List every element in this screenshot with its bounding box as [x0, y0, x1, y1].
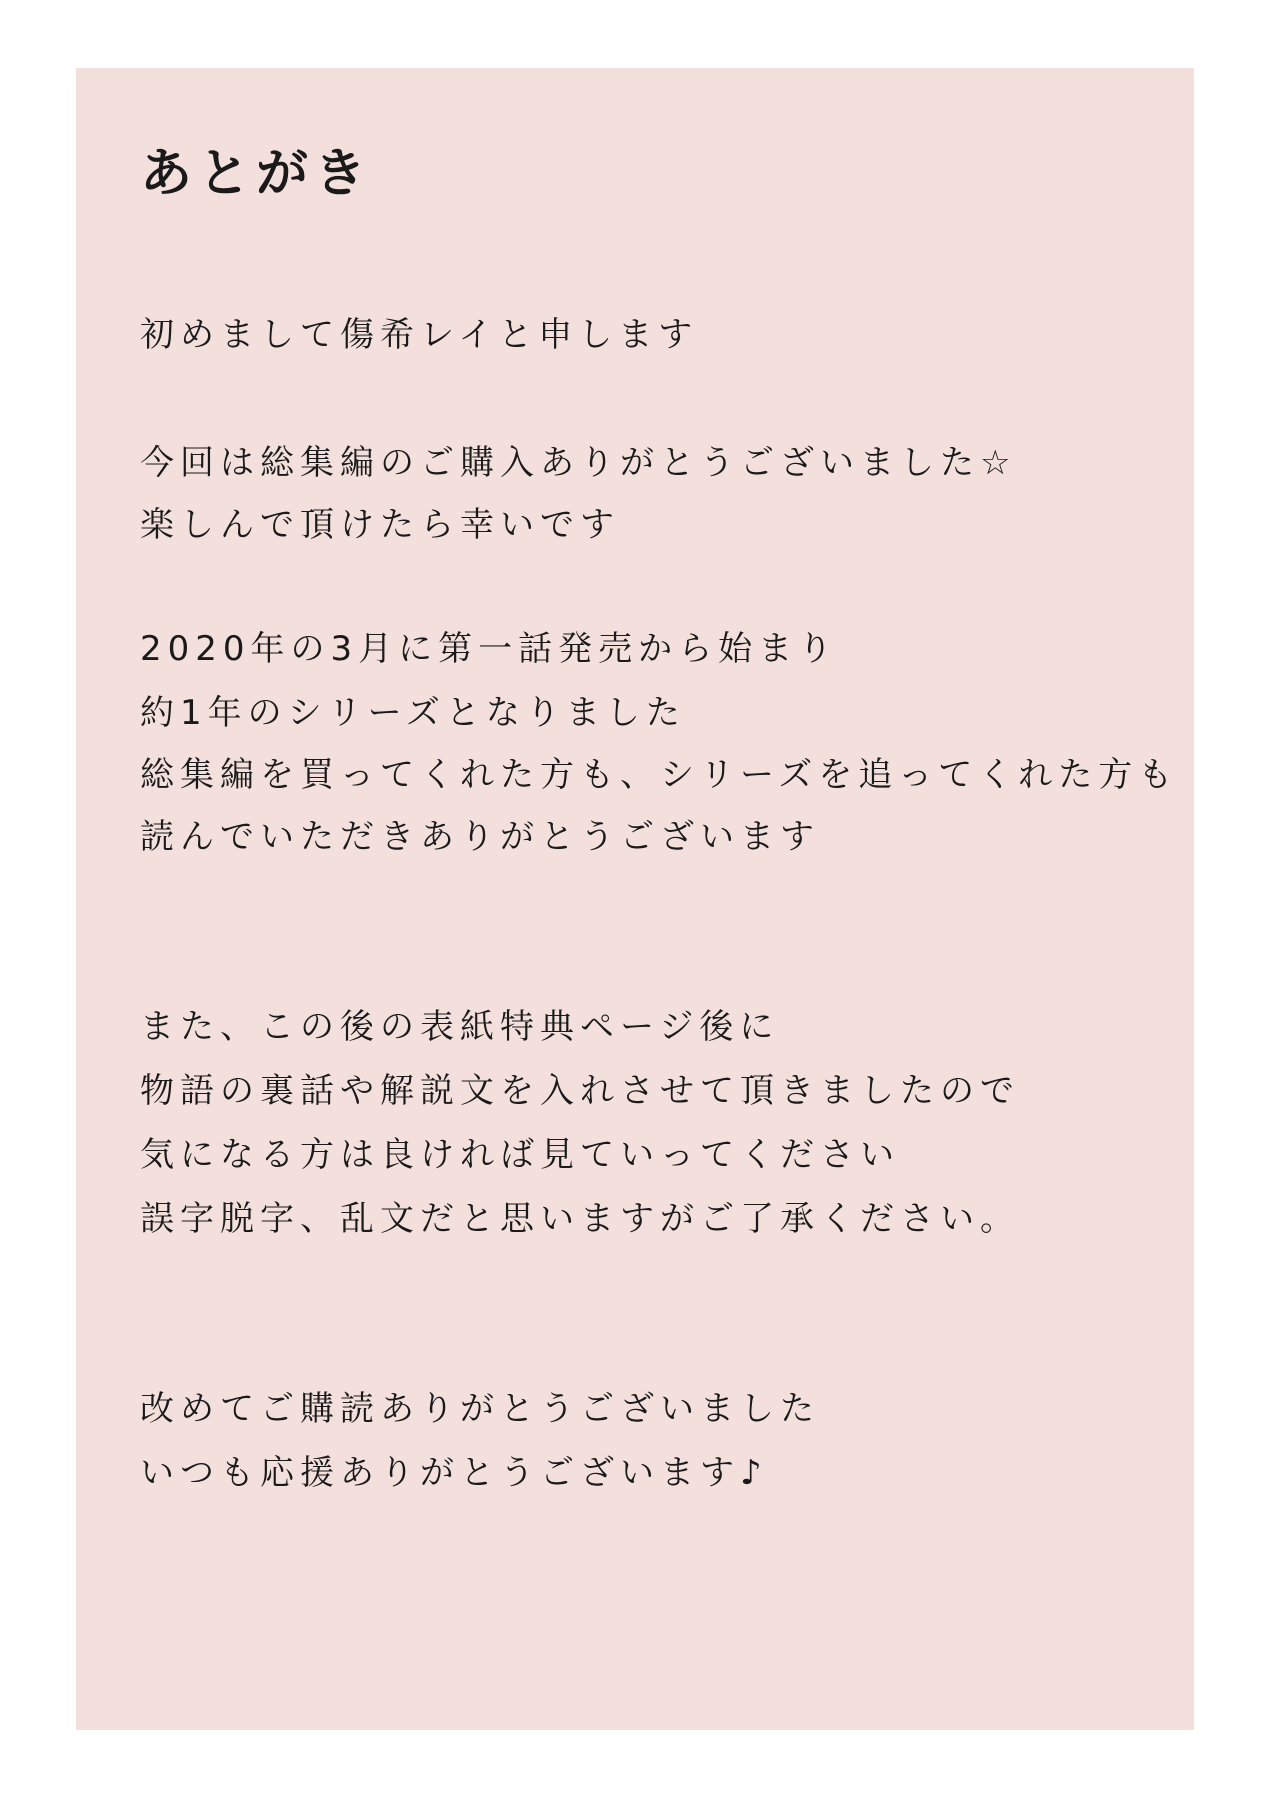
text-line: 改めてご購読ありがとうございました: [140, 1389, 820, 1429]
text-line: また、この後の表紙特典ページ後に: [140, 1007, 780, 1047]
text-line: 2020年の3月に第一話発売から始まり: [140, 629, 839, 669]
text-line: 気になる方は良ければ見ていってください: [140, 1135, 900, 1175]
text-line: 今回は総集編のご購入ありがとうございました☆: [140, 443, 1017, 483]
text-line: 物語の裏話や解説文を入れさせて頂きましたので: [140, 1071, 1020, 1111]
text-line: 楽しんで頂けたら幸いです: [140, 505, 620, 545]
text-line: 誤字脱字、乱文だと思いますがご了承ください。: [140, 1199, 1020, 1239]
afterword-title: あとがき: [140, 144, 373, 204]
text-line: 約1年のシリーズとなりました: [140, 693, 686, 733]
text-line: 総集編を買ってくれた方も、シリーズを追ってくれた方も: [140, 755, 1179, 795]
text-line: 初めまして傷希レイと申します: [140, 315, 699, 355]
text-line: 読んでいただきありがとうございます: [140, 817, 820, 857]
text-line: いつも応援ありがとうございます♪: [140, 1453, 768, 1493]
